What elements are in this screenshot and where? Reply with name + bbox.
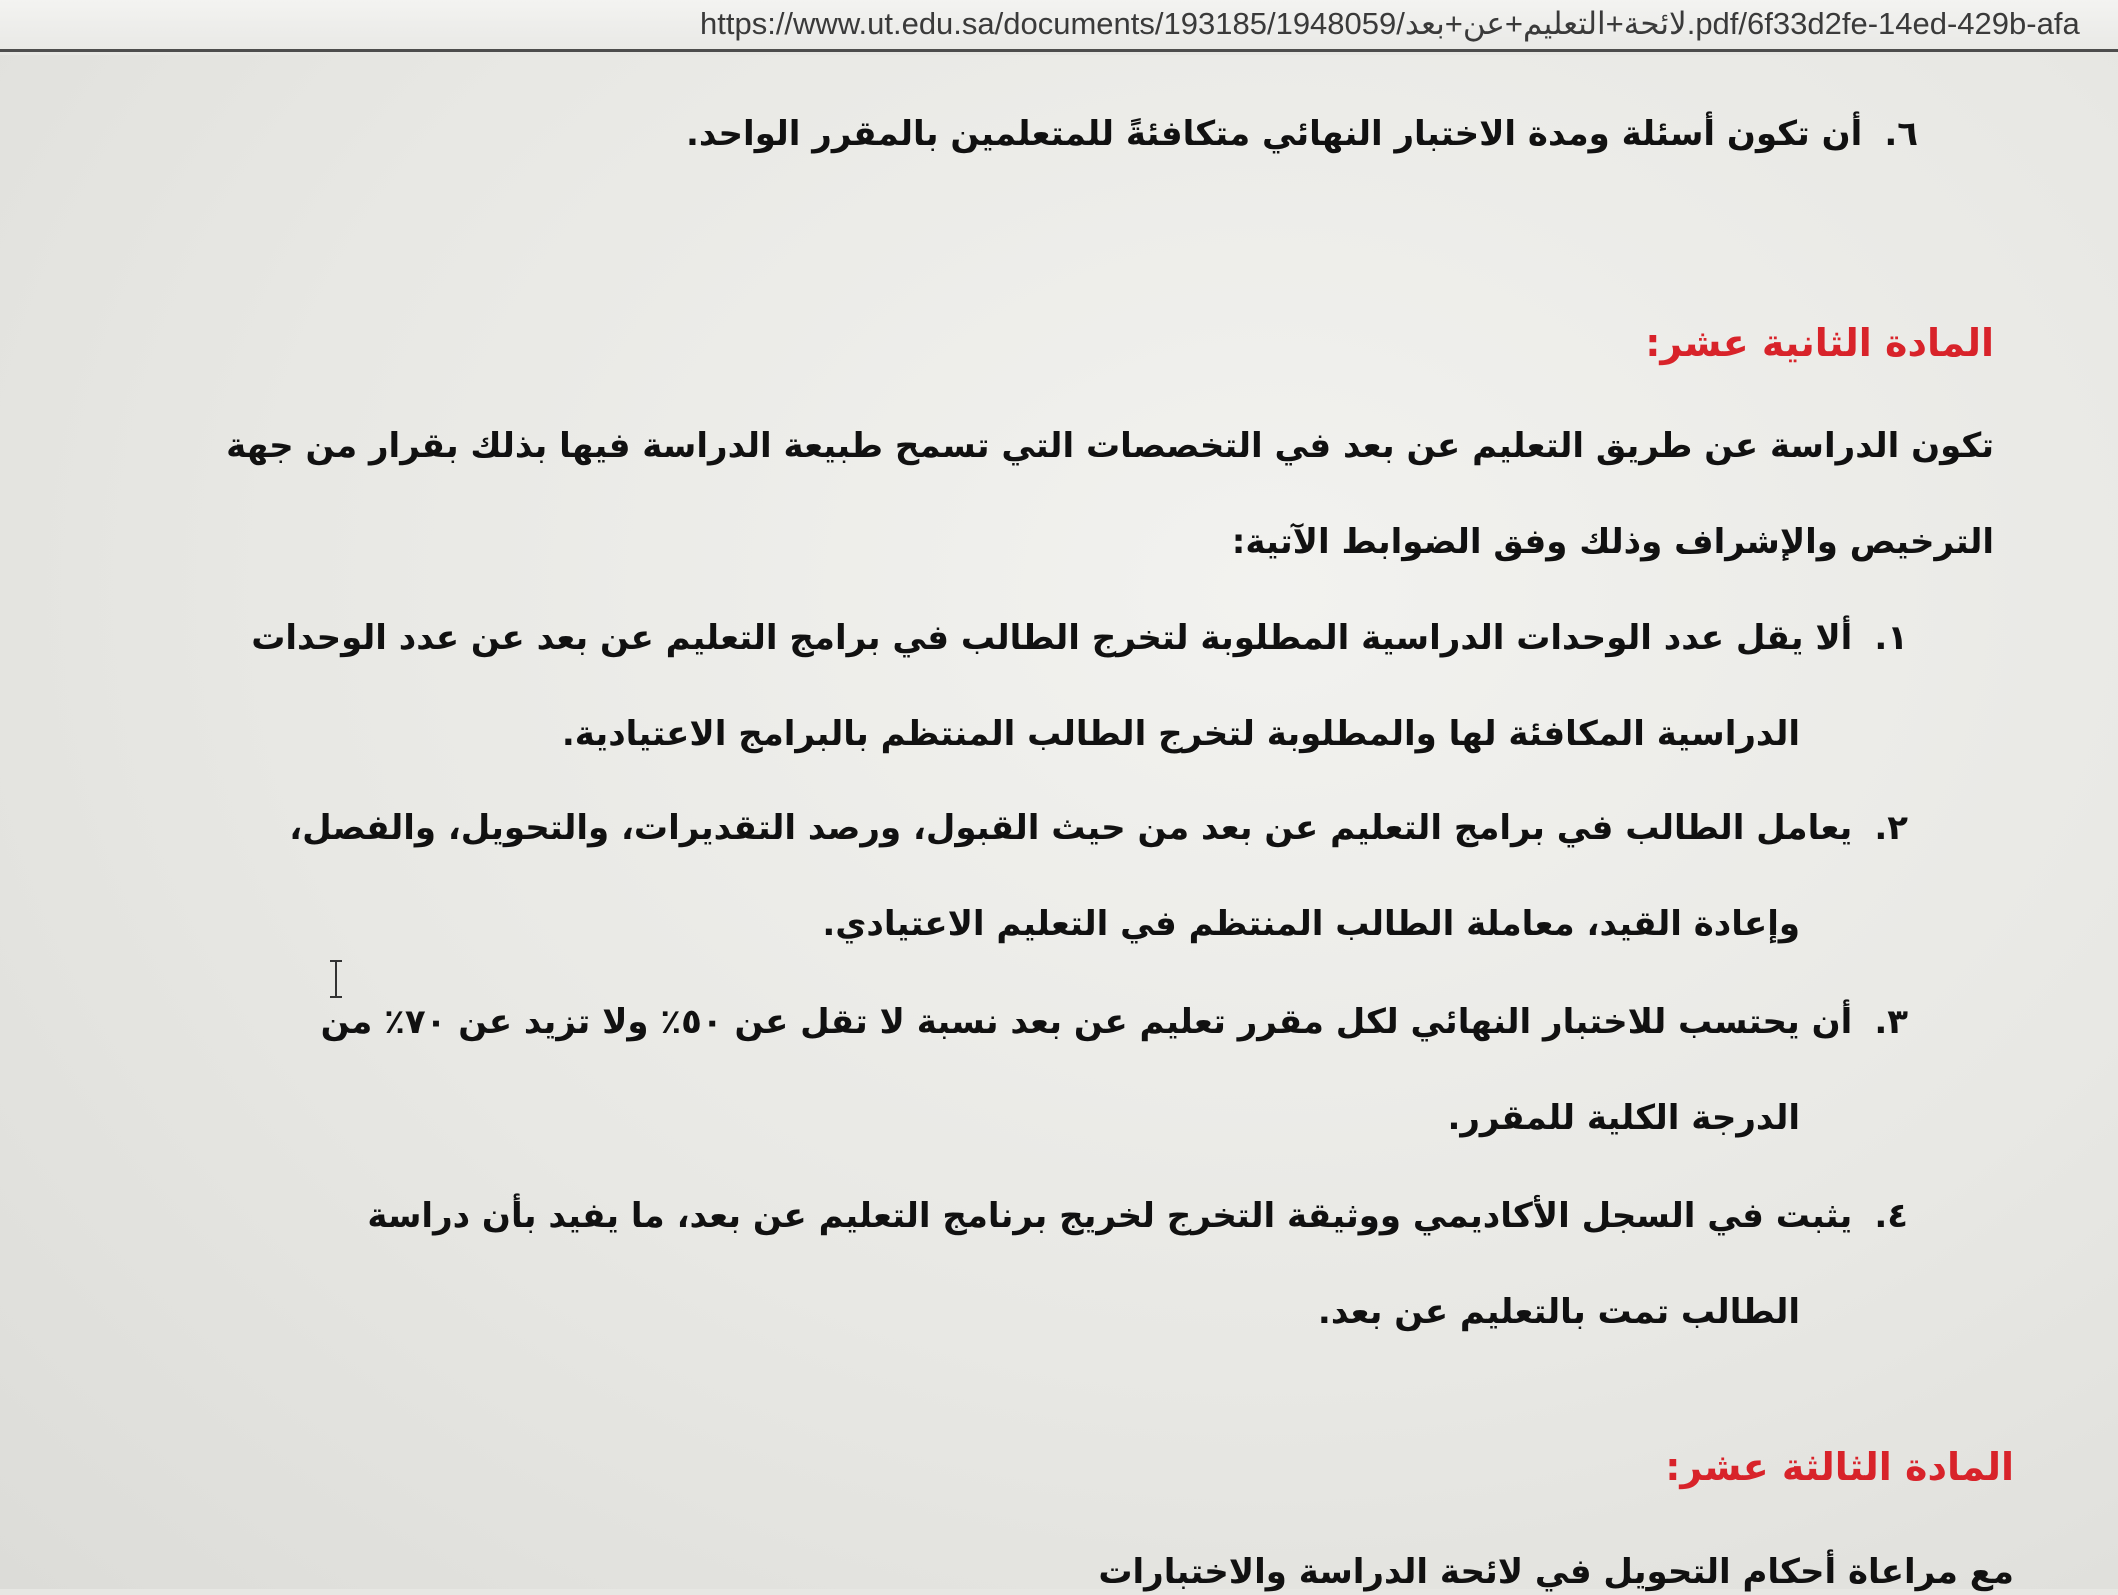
article-13-line-1: مع مراعاة أحكام التحويل في لائحة الدراسة والاختبارات [1098,1552,2014,1592]
article-12-heading: المادة الثانية عشر: [1645,321,1994,365]
item-6-number: ٦. [1884,114,1918,154]
address-url[interactable]: https://www.ut.edu.sa/documents/193185/1948059/لائحة+التعليم+عن+بعد.pdf/6f33d2fe-14ed-429b-afa [700,6,2080,41]
item-3-number: ٣. [1874,1002,1908,1042]
article-12-item-3-line-1 [321,999,1908,1045]
pdf-page [0,55,2118,1592]
item-2-line-1-text: يعامل الطالب في برامج التعليم عن بعد من حيث القبول، ورصد التقديرات، والتحويل، والفصل، [289,808,1853,848]
document-body [0,55,2118,1592]
item-2-number: ٢. [1874,808,1908,848]
item-1-line-1-text: ألا يقل عدد الوحدات الدراسية المطلوبة لتخرج الطالب في برامج التعليم عن بعد عن عدد الوحدات [251,618,1853,658]
article-12-item-1-line-1 [251,615,1908,661]
article-12-item-3-line-2: الدرجة الكلية للمقرر. [1447,1098,1800,1138]
item-6-text: أن تكون أسئلة ومدة الاختبار النهائي متكافئةً للمتعلمين بالمقرر الواحد. [685,114,1863,154]
browser-address-bar [0,0,2118,52]
item-3-line-1-text: أن يحتسب للاختبار النهائي لكل مقرر تعليم عن بعد نسبة لا تقل عن ٥٠٪ ولا تزيد عن ٧٠٪ من [320,1002,1853,1042]
article-12-item-4-line-1 [367,1193,1908,1239]
article-12-item-1-line-2: الدراسية المكافئة لها والمطلوبة لتخرج الطالب المنتظم بالبرامج الاعتيادية. [561,714,1800,754]
article-13-heading: المادة الثالثة عشر: [1665,1445,2014,1489]
text-cursor-icon [326,959,346,999]
item-4-line-1-text: يثبت في السجل الأكاديمي ووثيقة التخرج لخريج برنامج التعليم عن بعد، ما يفيد بأن دراسة [367,1196,1853,1236]
item-6 [686,111,1918,157]
article-12-intro-line-1: تكون الدراسة عن طريق التعليم عن بعد في التخصصات التي تسمح طبيعة الدراسة فيها بذلك بقرار من جهة [226,426,1994,466]
article-12-intro-line-2: الترخيص والإشراف وذلك وفق الضوابط الآتية: [1231,522,1994,562]
item-4-number: ٤. [1874,1196,1908,1236]
article-12-item-2-line-2: وإعادة القيد، معاملة الطالب المنتظم في التعليم الاعتيادي. [822,904,1800,944]
article-12-item-4-line-2: الطالب تمت بالتعليم عن بعد. [1317,1292,1800,1332]
article-12-item-2-line-1 [289,805,1908,851]
item-1-number: ١. [1874,618,1908,658]
